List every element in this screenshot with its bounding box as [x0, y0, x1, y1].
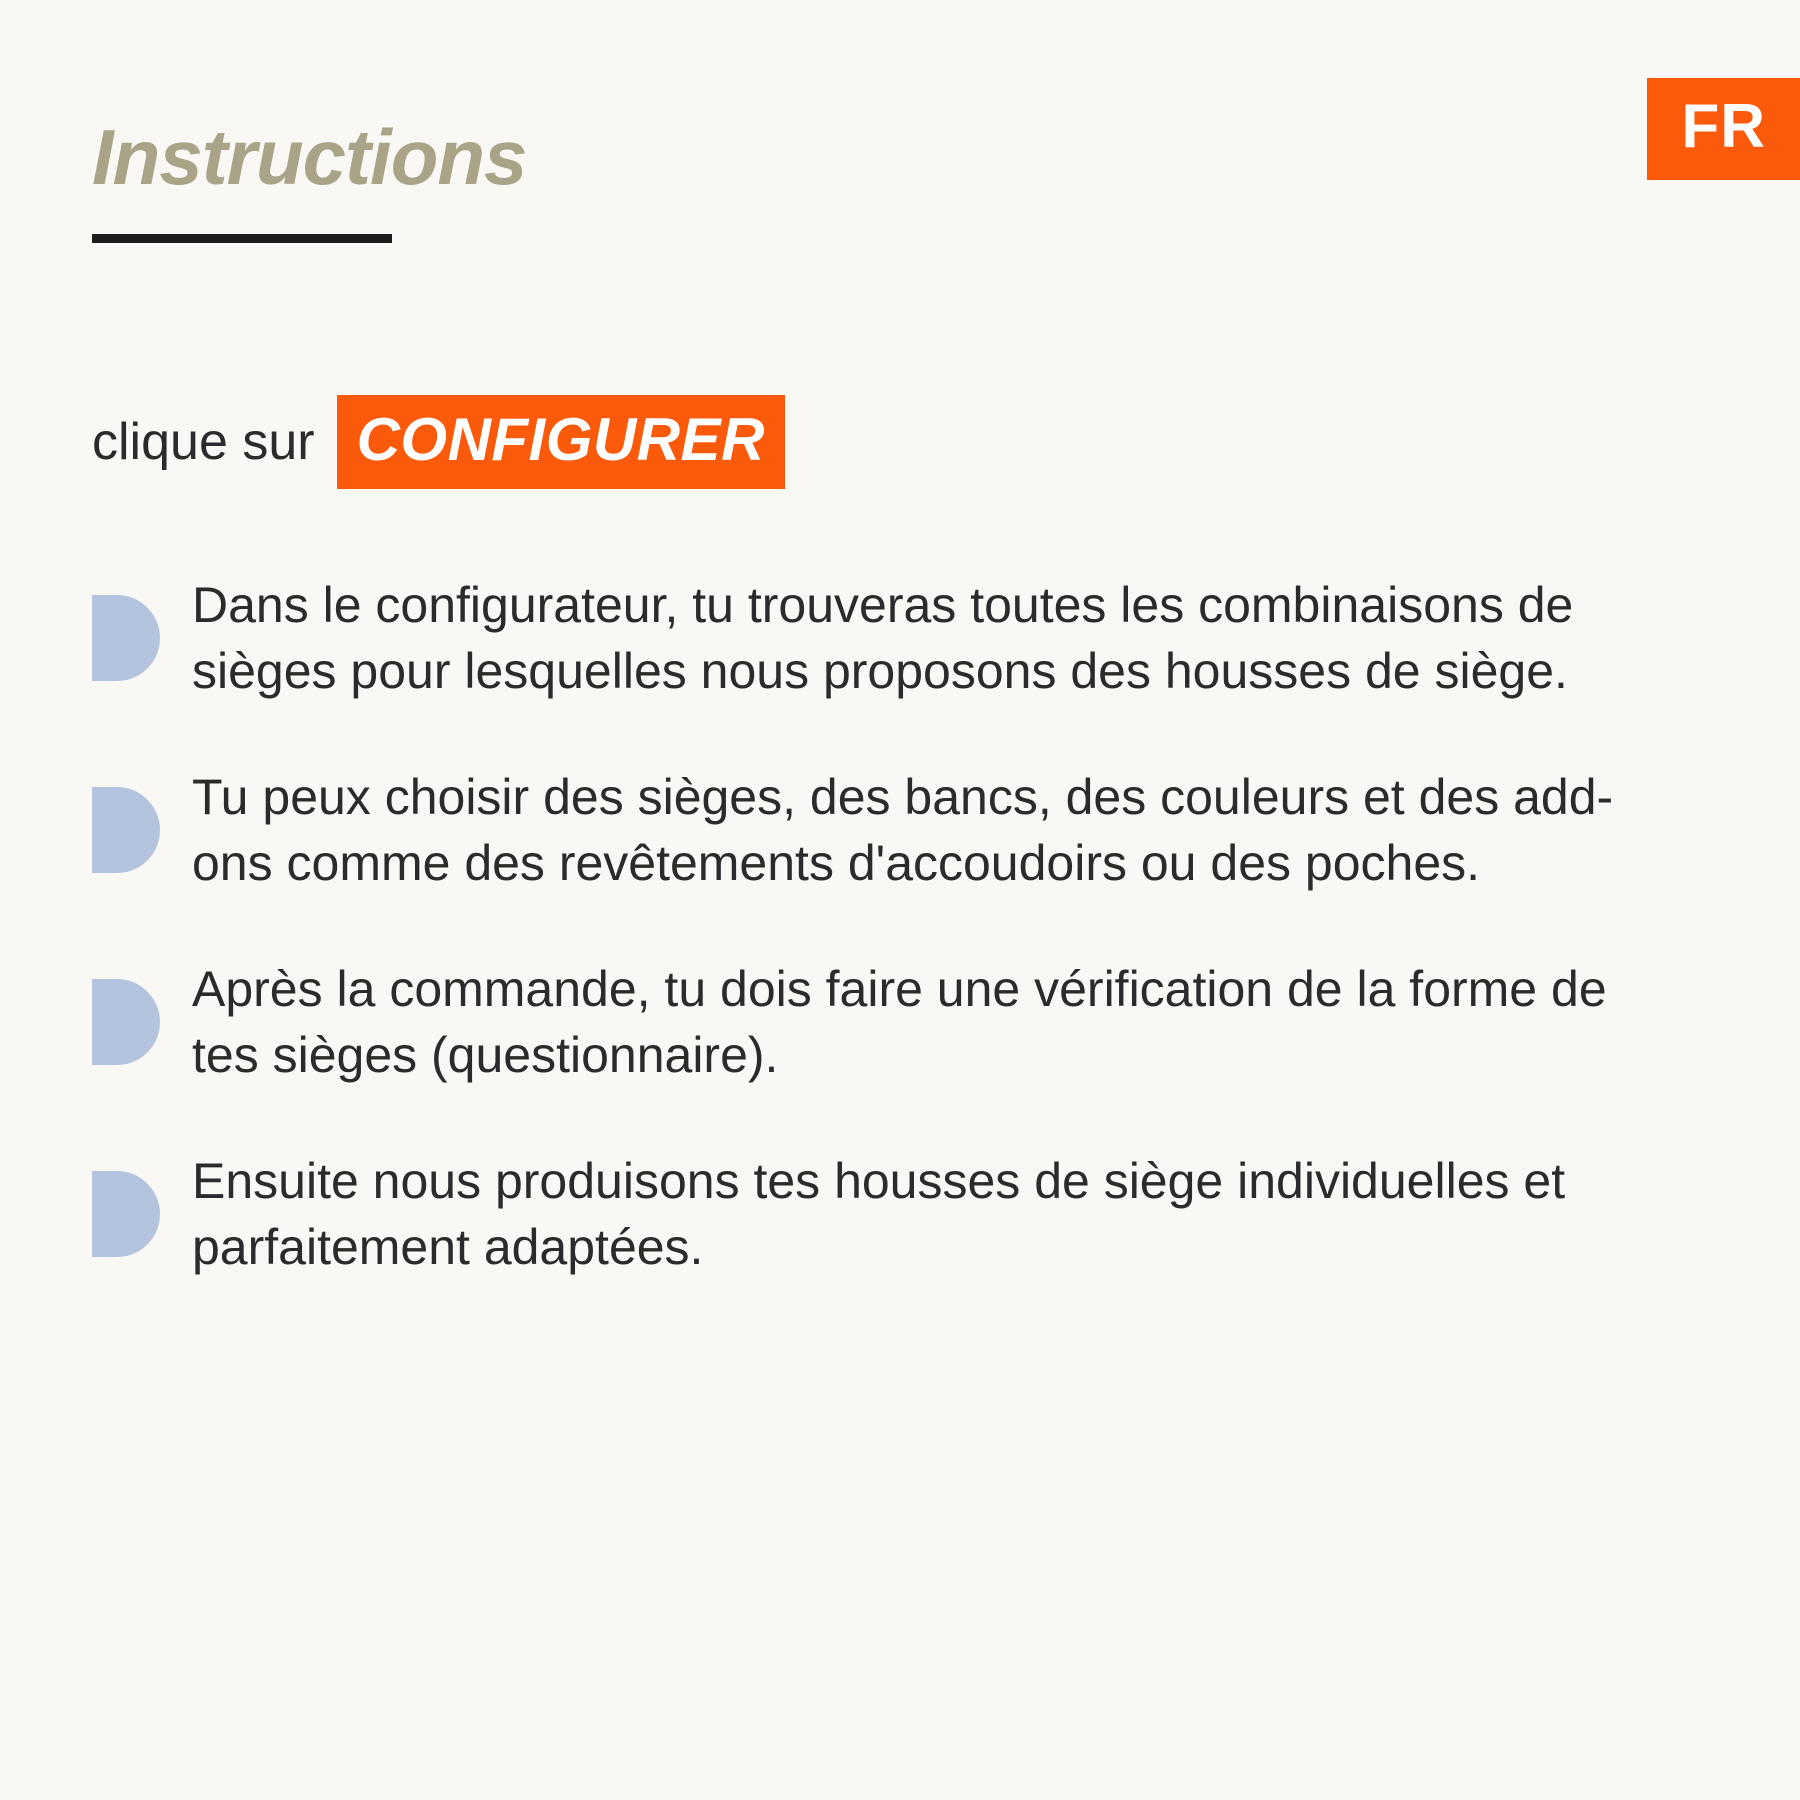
list-item	[92, 1148, 1722, 1280]
list-item	[92, 956, 1722, 1088]
language-badge[interactable]: FR	[1647, 78, 1800, 180]
cta-prefix-label: clique sur	[92, 413, 315, 471]
list-item	[92, 764, 1722, 896]
bullet-marker-icon	[92, 1171, 160, 1257]
bullet-marker-icon	[92, 595, 160, 681]
list-item-text: Après la commande, tu dois faire une vérification de la forme de tes sièges (questionnaire).	[192, 961, 1607, 1083]
list-item-text: Dans le configurateur, tu trouveras toutes les combinaisons de sièges pour lesquelles nous proposons des housses de siège.	[192, 577, 1574, 699]
call-to-action	[92, 395, 785, 489]
list-item-text: Ensuite nous produisons tes housses de siège individuelles et parfaitement adaptées.	[192, 1153, 1566, 1275]
instruction-list	[92, 572, 1722, 1280]
configure-button[interactable]: CONFIGURER	[337, 395, 785, 489]
list-item-text: Tu peux choisir des sièges, des bancs, des couleurs et des add-ons comme des revêtements d'accoudoirs ou des poches.	[192, 769, 1614, 891]
title-underline	[92, 234, 392, 243]
page-title: Instructions	[92, 113, 527, 201]
title-block	[92, 113, 527, 243]
bullet-marker-icon	[92, 787, 160, 873]
list-item	[92, 572, 1722, 704]
bullet-marker-icon	[92, 979, 160, 1065]
